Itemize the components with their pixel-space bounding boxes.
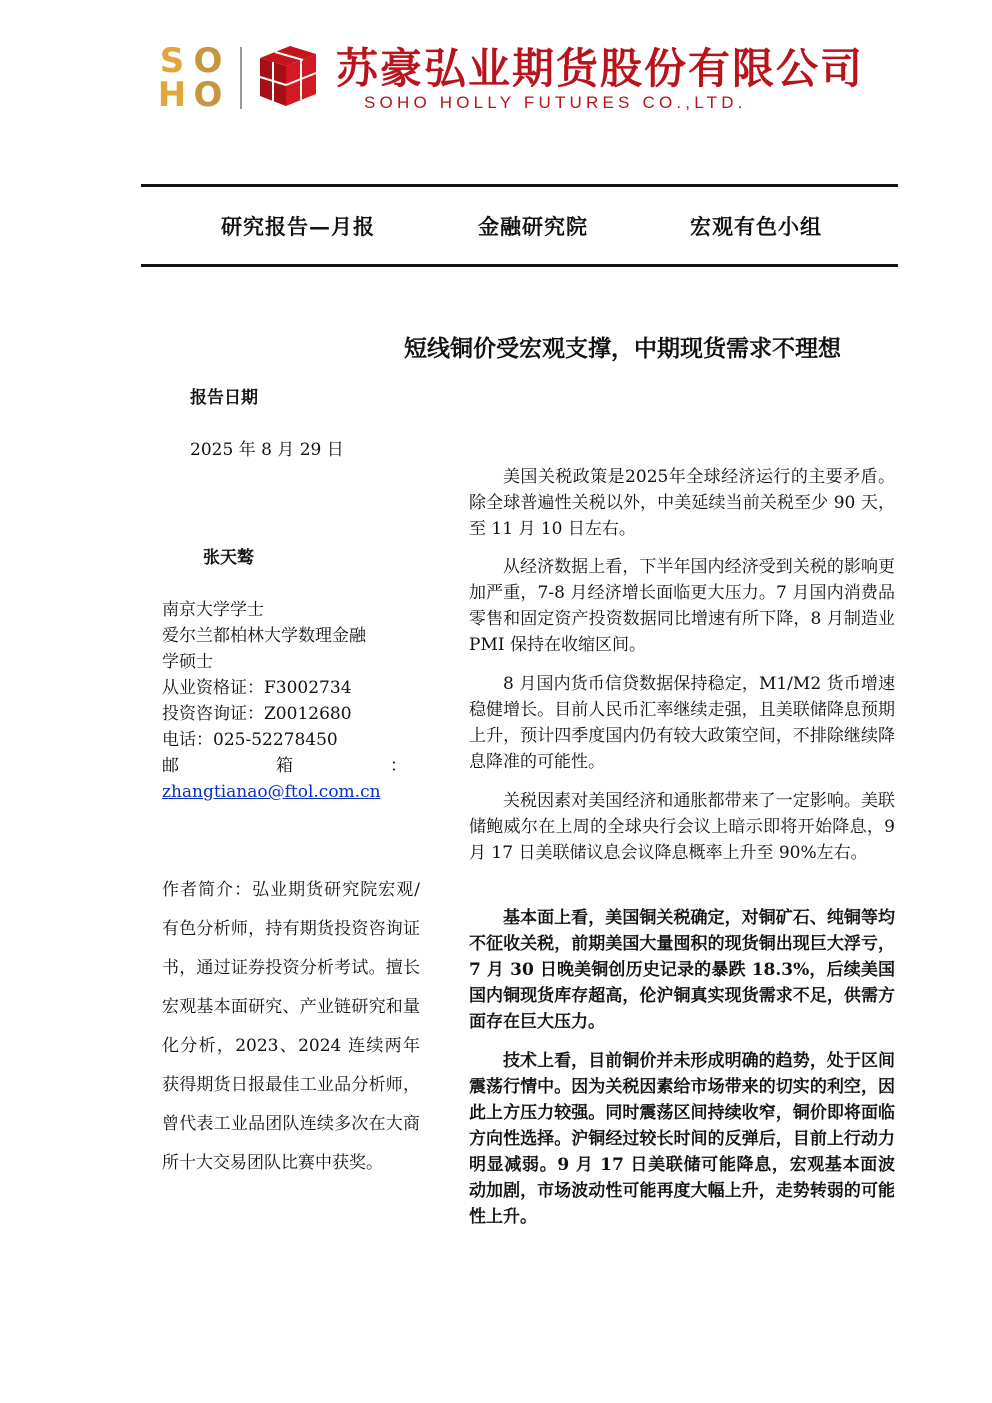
logo-letter: S (159, 41, 185, 81)
institute-label: 金融研究院 (478, 214, 588, 239)
logo-letter: O (193, 41, 223, 81)
email-label (162, 753, 407, 779)
credential-line: 南京大学学士 (162, 600, 264, 620)
credential-line: 爱尔兰都柏林大学数理金融 (162, 626, 366, 646)
logo-letter: O (193, 75, 223, 115)
credential-line: 学硕士 (162, 652, 213, 672)
cube-logo-icon (256, 44, 320, 108)
credential-line: 电话：025-52278450 (162, 730, 338, 750)
company-name-en: SOHO HOLLY FUTURES CO.,LTD. (364, 93, 747, 112)
date-heading: 报告日期 (190, 388, 258, 408)
body-paragraph: 8 月国内货币信贷数据保持稳定，M1/M2 货币增速稳健增长。目前人民币汇率继续走强，且美联储降息预期上升，预计四季度国内仍有较大政策空间，不排除继续降息降准的可能性。 (469, 674, 895, 772)
team-label: 宏观有色小组 (690, 214, 822, 239)
body-paragraph: 美国关税政策是2025年全球经济运行的主要矛盾。除全球普遍性关税以外，中美延续当前关税至少 90 天，至 11 月 10 日左右。 (469, 467, 895, 539)
author-email-link[interactable]: zhangtianao@ftol.com.cn (162, 782, 381, 802)
email-label-char: 邮 (162, 756, 179, 776)
body-paragraph-fundamentals: 基本面上看，美国铜关税确定，对铜矿石、纯铜等均不征收关税，前期美国大量囤积的现货铜出现巨大浮亏，7 月 30 日晚美铜创历史记录的暴跌 18.3%，后续美国国内铜现货库存超高，伦沪铜真实现货需求不足，供需方面存在巨大压力。 (469, 908, 895, 1032)
report-title: 短线铜价受宏观支撑，中期现货需求不理想 (404, 335, 841, 362)
author-credentials (162, 597, 407, 805)
email-label-char: 箱 (276, 756, 293, 776)
report-date: 2025 年 8 月 29 日 (190, 440, 344, 460)
header-rule-top (141, 184, 898, 187)
body-paragraph-technical: 技术上看，目前铜价并未形成明确的趋势，处于区间震荡行情中。因为关税因素给市场带来的切实的利空，因此上方压力较强。同时震荡区间持续收窄，铜价即将面临方向性选择。沪铜经过较长时间的反弹后，目前上行动力明显减弱。9 月 17 日美联储可能降息，宏观基本面波动加剧，市场波动性可能再度大幅上升，走势转弱的可能性上升。 (469, 1051, 895, 1227)
logo-divider (240, 47, 242, 109)
report-type-label: 研究报告—月报 (221, 214, 375, 239)
company-name-cn: 苏豪弘业期货股份有限公司 (336, 44, 865, 93)
body-paragraph: 关税因素对美国经济和通胀都带来了一定影响。美联储鲍威尔在上周的全球央行会议上暗示即将开始降息，9 月 17 日美联储议息会议降息概率上升至 90%左右。 (469, 791, 895, 863)
author-intro: 作者简介：弘业期货研究院宏观/有色分析师，持有期货投资咨询证书，通过证券投资分析考试。擅长宏观基本面研究、产业链研究和量化分析，2023、2024 连续两年获得期货日报最佳工业品分析师，曾代表工业品团队连续多次在大商所十大交易团队比赛中获奖。 (162, 880, 420, 1173)
credential-line: 投资咨询证：Z0012680 (162, 704, 352, 724)
logo-letter: H (157, 75, 187, 115)
author-name: 张天骜 (203, 548, 254, 568)
soho-logo (155, 41, 227, 115)
credential-line: 从业资格证：F3002734 (162, 678, 352, 698)
body-paragraph: 从经济数据上看，下半年国内经济受到关税的影响更加严重，7-8 月经济增长面临更大压力。7 月国内消费品零售和固定资产投资数据同比增速有所下降，8 月制造业 PMI 保持在收缩区间。 (469, 557, 895, 655)
email-label-char: ： (390, 756, 407, 776)
header-rule-bottom (141, 264, 898, 267)
